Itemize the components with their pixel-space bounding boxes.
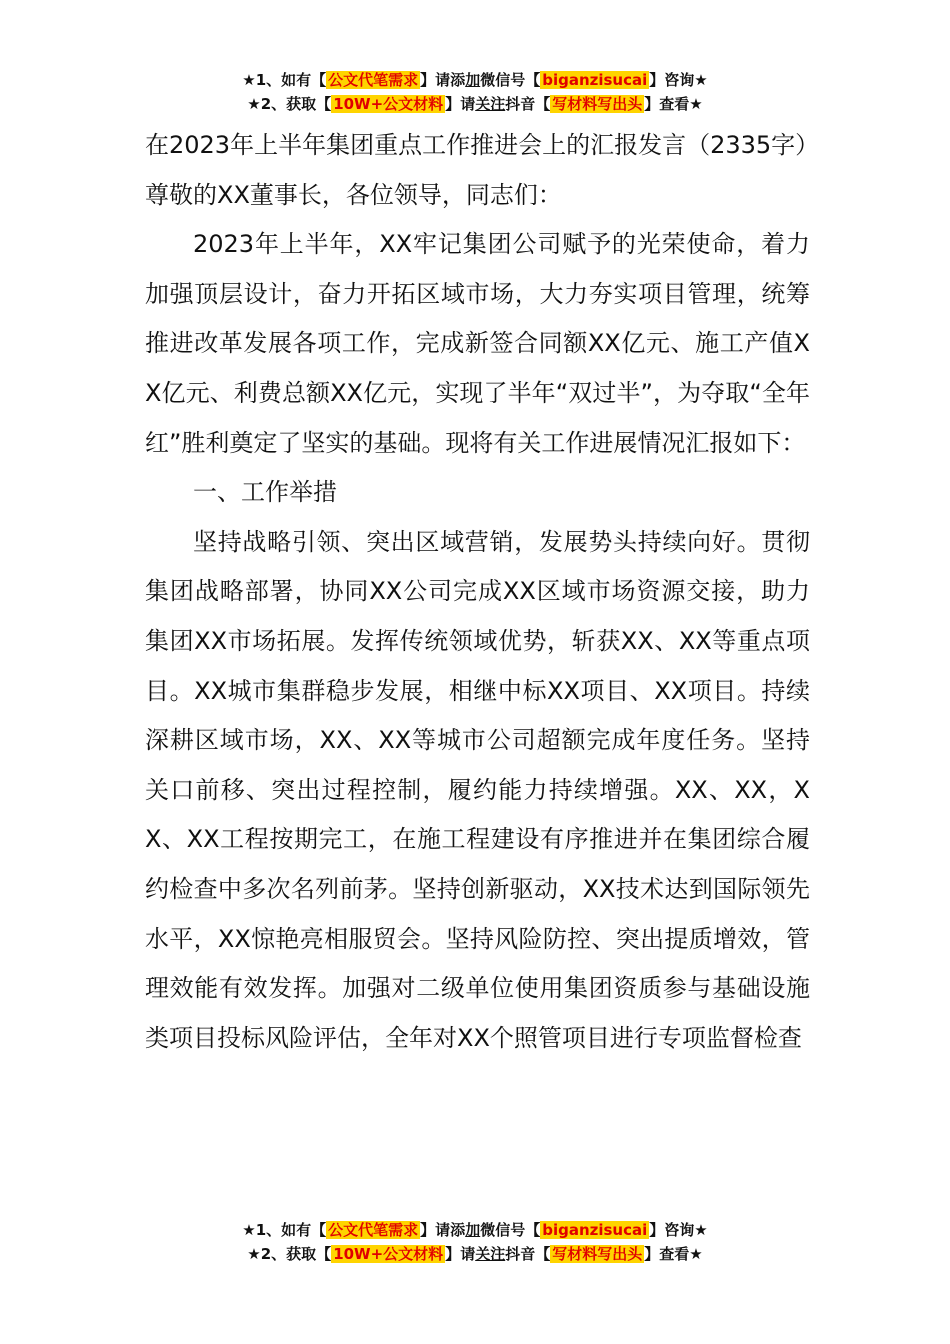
highlight-materials: 10W+公文材料 [333, 1245, 444, 1263]
salutation: 尊敬的XX董事长，各位领导，同志们： [145, 180, 562, 209]
highlight-wechat-id: biganzisucai [542, 71, 648, 89]
section-paragraph: 坚持战略引领、突出区域营销，发展势头持续向好。贯彻集团战略部署，协同XX公司完成XX区域市场资源交接，助力集团XX市场拓展。发挥传统领域优势，斩获XX、XX等重点项目。XX城市集群稳步发展，相继中标XX项目、XX项目。持续深耕区域市场，XX、XX等城市公司超额完成年度任务。坚持关口前移、突出过程控制，履约能力持续增强。XX、XX，XX、XX工程按期完工，在施工程建设有序推进并在集团综合履约检查中多次名列前茅。坚持创新驱动，XX技术达到国际领先水平，XX惊艳亮相服贸会。坚持风险防控、突出提质增效，管理效能有效发挥。加强对二级单位使用集团资质参与基础设施类项目投标风险评估，全年对XX个照管项目进行专项监督检查 [145, 527, 810, 1052]
promo-line-1: ★1、如有【 公文代笔需求 】请添加微信号【 biganzisucai 】咨询★ [242, 71, 708, 89]
promo-banner-bottom [0, 1218, 950, 1266]
highlight-materials: 10W+公文材料 [333, 95, 444, 113]
highlight-service: 公文代笔需求 [328, 1221, 419, 1239]
intro-paragraph: 2023年上半年，XX牢记集团公司赋予的光荣使命，着力加强顶层设计，奋力开拓区域市场，大力夯实项目管理，统筹推进改革发展各项工作，完成新签合同额XX亿元、施工产值XX亿元、利费总额XX亿元，实现了半年“双过半”，为夺取“全年红”胜利奠定了坚实的基础。现将有关工作进展情况汇报如下： [145, 230, 810, 457]
promo-banner-top [0, 68, 950, 116]
document-body [145, 121, 820, 1063]
promo-line-2: ★2、获取【 10W+公文材料 】请关注抖音【 写材料写出头 】查看★ [247, 95, 703, 113]
promo-line-1: ★1、如有【 公文代笔需求 】请添加微信号【 biganzisucai 】咨询★ [242, 1221, 708, 1239]
section-heading: 一、工作举措 [193, 478, 337, 507]
highlight-service: 公文代笔需求 [328, 71, 419, 89]
highlight-douyin-account: 写材料写出头 [552, 1245, 643, 1263]
promo-line-2: ★2、获取【 10W+公文材料 】请关注抖音【 写材料写出头 】查看★ [247, 1245, 703, 1263]
document-title: 在2023年上半年集团重点工作推进会上的汇报发言（2335字） [145, 131, 820, 159]
highlight-douyin-account: 写材料写出头 [552, 95, 643, 113]
highlight-wechat-id: biganzisucai [542, 1221, 648, 1239]
